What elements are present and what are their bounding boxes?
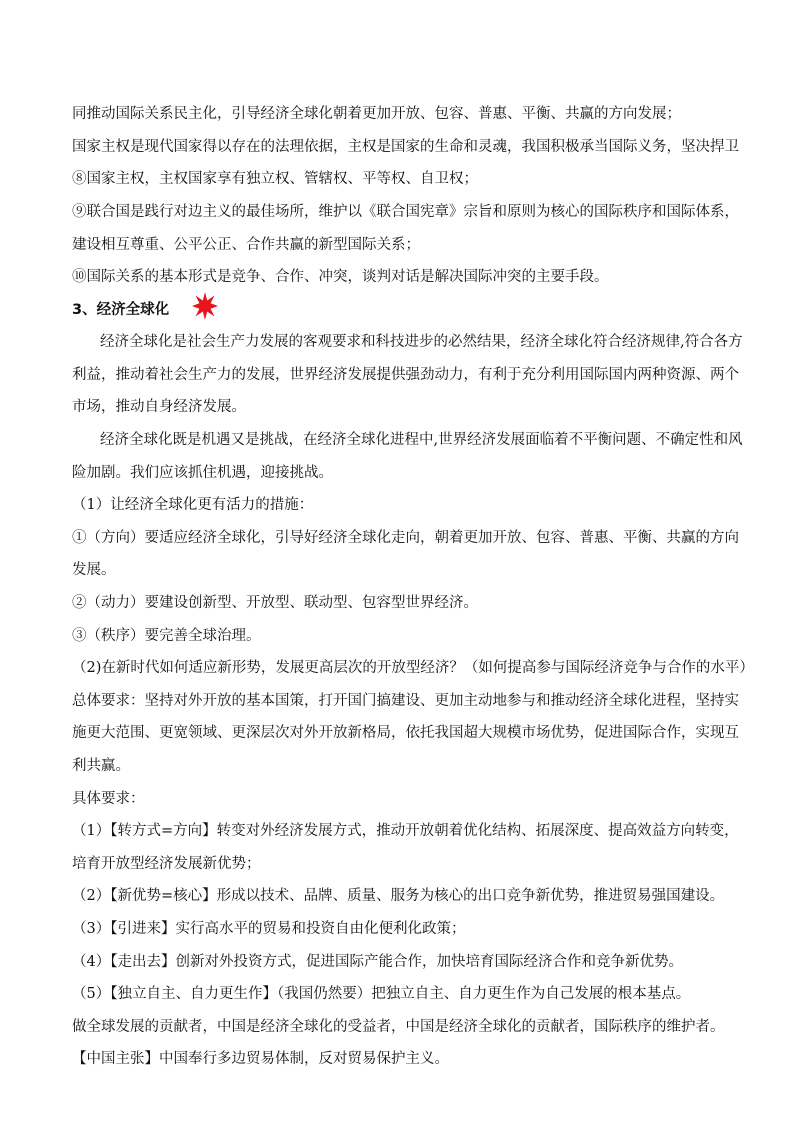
text-line: 国家主权是现代国家得以存在的法理依据，主权是国家的生命和灵魂，我国积极承当国际义务，坚决捍卫 — [72, 139, 739, 155]
text-line: 建设相互尊重、公平公正、合作共赢的新型国际关系； — [72, 237, 420, 253]
list-item: 培育开放型经济发展新优势； — [72, 856, 261, 872]
text-line: ⑩国际关系的基本形式是竞争、合作、冲突，谈判对话是解决国际冲突的主要手段。 — [72, 269, 609, 285]
subheading: 具体要求： — [72, 791, 145, 807]
text-line: ⑧国家主权，主权国家享有独立权、管辖权、平等权、自卫权； — [72, 171, 478, 187]
text-line: 利益，推动着社会生产力的发展，世界经济发展提供强劲动力，有利于充分利用国际国内两种资源、两个 — [72, 367, 739, 383]
section-heading: 3、经济全球化 — [72, 302, 170, 318]
text-line: 险加剧。我们应该抓住机遇，迎接挑战。 — [72, 465, 333, 481]
text-line: 【中国主张】中国奉行多边贸易体制，反对贸易保护主义。 — [72, 1051, 449, 1067]
text-line: 经济全球化既是机遇又是挑战，在经济全球化进程中,世界经济发展面临着不平衡问题、不确定性和风 — [100, 432, 743, 448]
list-item: （2）【新优势=核心】形成以技术、品牌、质量、服务为核心的出口竞争新优势，推进贸易强国建设。 — [72, 888, 725, 904]
text-line: 施更大范围、更宽领域、更深层次对外开放新格局，依托我国超大规模市场优势，促进国际合作，实现互 — [72, 725, 739, 741]
list-item: ②（动力）要建设创新型、开放型、联动型、包容型世界经济。 — [72, 595, 478, 611]
red-star-icon — [192, 292, 218, 320]
list-item: （5）【独立自主、自力更生作】（我国仍然要）把独立自主、自力更生作为自己发展的根本基点。 — [72, 986, 691, 1002]
list-item: ③（秩序）要完善全球治理。 — [72, 628, 261, 644]
list-item: （4）【走出去】创新对外投资方式，促进国际产能合作，加快培育国际经济合作和竞争新优势。 — [72, 954, 683, 970]
text-line: 市场，推动自身经济发展。 — [72, 399, 246, 415]
list-item: （3）【引进来】实行高水平的贸易和投资自由化便利化政策； — [72, 921, 466, 937]
text-line: 同推动国际关系民主化，引导经济全球化朝着更加开放、包容、普惠、平衡、共赢的方向发展； — [72, 106, 681, 122]
list-item: 发展。 — [72, 562, 116, 578]
text-line: 利共赢。 — [72, 758, 130, 774]
subheading: （1）让经济全球化更有活力的措施： — [72, 497, 314, 513]
subheading: （2)在新时代如何适应新形势，发展更高层次的开放型经济？（如何提高参与国际经济竞争与合作的水平） — [72, 660, 754, 676]
text-line: 做全球发展的贡献者，中国是经济全球化的受益者，中国是经济全球化的贡献者，国际秩序的维护者。 — [72, 1019, 725, 1035]
text-line: 经济全球化是社会生产力发展的客观要求和科技进步的必然结果，经济全球化符合经济规律,符合各方 — [100, 334, 743, 350]
list-item: （1）【转方式=方向】转变对外经济发展方式，推动开放朝着优化结构、拓展深度、提高效益方向转变， — [72, 823, 739, 839]
text-line: ⑨联合国是践行对边主义的最佳场所，维护以《联合国宪章》宗旨和原则为核心的国际秩序和国际体系， — [72, 204, 739, 220]
text-line: 总体要求：坚持对外开放的基本国策，打开国门搞建设、更加主动地参与和推动经济全球化进程，坚持实 — [72, 693, 739, 709]
list-item: ①（方向）要适应经济全球化，引导好经济全球化走向，朝着更加开放、包容、普惠、平衡、共赢的方向 — [72, 530, 739, 546]
